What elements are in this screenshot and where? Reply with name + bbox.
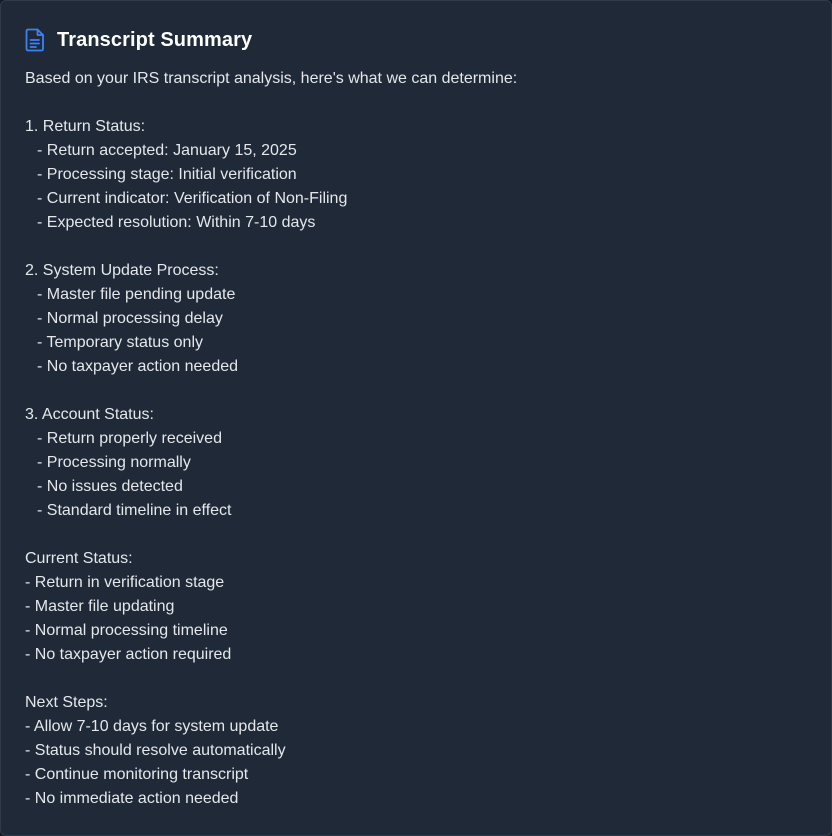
- section-heading: 3. Account Status:: [25, 406, 154, 423]
- summary-section: [25, 403, 807, 523]
- section-gap: [25, 235, 807, 259]
- section-gap: [25, 667, 807, 691]
- list-item: - Standard timeline in effect: [37, 502, 232, 519]
- list-item: - No taxpayer action needed: [37, 358, 239, 375]
- list-item: - No taxpayer action required: [25, 646, 232, 663]
- section-gap: [25, 523, 807, 547]
- list-item: - Master file pending update: [37, 286, 236, 303]
- list-item: - Master file updating: [25, 598, 175, 615]
- summary-section: [25, 547, 807, 667]
- section-heading: Current Status:: [25, 550, 133, 567]
- list-item: - Continue monitoring transcript: [25, 766, 249, 783]
- summary-section: [25, 691, 807, 811]
- summary-body: [25, 67, 807, 811]
- list-item: - Normal processing timeline: [25, 622, 228, 639]
- document-icon: [25, 27, 47, 53]
- list-item: - Return properly received: [37, 430, 222, 447]
- summary-section: [25, 259, 807, 379]
- summary-section: [25, 115, 807, 235]
- list-item: - Return accepted: January 15, 2025: [37, 142, 297, 159]
- list-item: - Return in verification stage: [25, 574, 225, 591]
- list-item: - Temporary status only: [37, 334, 203, 351]
- summary-sections: [25, 91, 807, 811]
- card-header: [25, 27, 807, 53]
- list-item: - Allow 7-10 days for system update: [25, 718, 279, 735]
- list-item: - Expected resolution: Within 7-10 days: [37, 214, 316, 231]
- list-item: - Status should resolve automatically: [25, 742, 286, 759]
- section-gap: [25, 379, 807, 403]
- list-item: - No immediate action needed: [25, 790, 239, 807]
- list-item: - Normal processing delay: [37, 310, 223, 327]
- section-gap: [25, 91, 807, 115]
- list-item: - No issues detected: [37, 478, 183, 495]
- intro-text: Based on your IRS transcript analysis, here's what we can determine:: [25, 70, 518, 87]
- list-item: - Processing normally: [37, 454, 191, 471]
- card-title: Transcript Summary: [57, 28, 253, 51]
- list-item: - Processing stage: Initial verification: [37, 166, 297, 183]
- list-item: - Current indicator: Verification of Non-Filing: [37, 190, 348, 207]
- section-heading: 2. System Update Process:: [25, 262, 219, 279]
- section-heading: 1. Return Status:: [25, 118, 146, 135]
- section-heading: Next Steps:: [25, 694, 108, 711]
